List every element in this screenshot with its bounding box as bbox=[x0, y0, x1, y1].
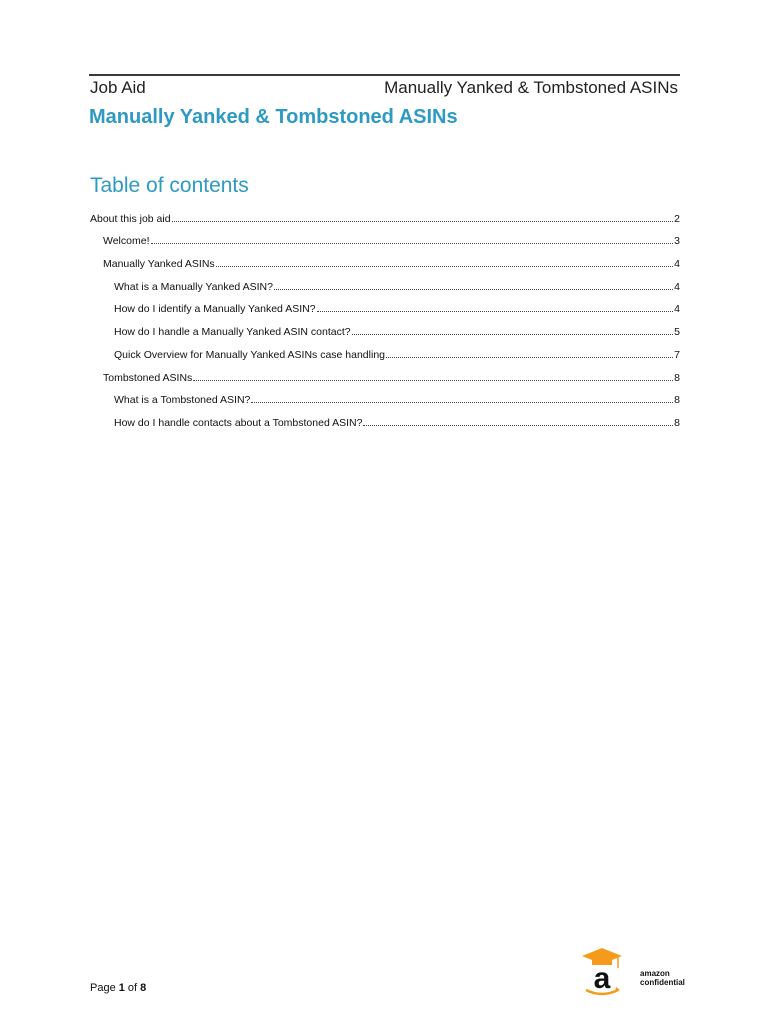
toc-entry-title: What is a Manually Yanked ASIN? bbox=[114, 280, 273, 293]
logo-wordmark: amazon bbox=[640, 969, 670, 978]
toc-entry[interactable] bbox=[90, 408, 680, 431]
toc-dot-leader bbox=[274, 288, 673, 290]
page-label: Page bbox=[90, 982, 119, 994]
toc-entry-title: How do I handle contacts about a Tombstoned ASIN? bbox=[114, 416, 363, 429]
table-of-contents bbox=[90, 204, 680, 431]
toc-entry[interactable] bbox=[90, 295, 680, 318]
toc-dot-leader bbox=[251, 401, 673, 403]
toc-page-number: 8 bbox=[674, 371, 680, 384]
toc-entry[interactable] bbox=[90, 249, 680, 272]
toc-page-number: 7 bbox=[674, 348, 680, 361]
toc-dot-leader bbox=[317, 310, 674, 312]
confidential-label bbox=[640, 969, 685, 987]
toc-dot-leader bbox=[151, 242, 674, 244]
toc-entry-title: Manually Yanked ASINs bbox=[103, 258, 215, 271]
toc-dot-leader bbox=[386, 356, 673, 358]
toc-dot-leader bbox=[193, 379, 673, 381]
current-page-number: 1 bbox=[118, 982, 125, 994]
toc-entry[interactable] bbox=[90, 204, 680, 227]
header-rule bbox=[89, 74, 680, 76]
toc-entry[interactable] bbox=[90, 363, 680, 386]
toc-entry-title: Tombstoned ASINs bbox=[103, 371, 193, 384]
toc-page-number: 4 bbox=[674, 303, 680, 316]
toc-page-number: 3 bbox=[674, 235, 680, 248]
amazon-logo-icon bbox=[580, 946, 624, 998]
toc-entry-title: Quick Overview for Manually Yanked ASINs case handling bbox=[114, 348, 385, 361]
toc-entry-title: How do I identify a Manually Yanked ASIN? bbox=[114, 303, 316, 316]
toc-dot-leader bbox=[172, 220, 674, 222]
toc-entry-title: How do I handle a Manually Yanked ASIN contact? bbox=[114, 326, 351, 339]
toc-page-number: 8 bbox=[674, 416, 680, 429]
toc-dot-leader bbox=[216, 265, 673, 267]
page-number-footer bbox=[90, 982, 146, 994]
toc-heading: Table of contents bbox=[90, 174, 249, 197]
toc-dot-leader bbox=[363, 424, 673, 426]
confidential-text: confidential bbox=[640, 978, 685, 987]
header-document-name: Manually Yanked & Tombstoned ASINs bbox=[384, 78, 678, 97]
toc-page-number: 5 bbox=[674, 326, 680, 339]
toc-entry[interactable] bbox=[90, 340, 680, 363]
toc-entry-title: Welcome! bbox=[103, 235, 150, 248]
toc-entry[interactable] bbox=[90, 227, 680, 250]
header-label: Job Aid bbox=[90, 78, 146, 97]
toc-page-number: 4 bbox=[674, 280, 680, 293]
toc-page-number: 4 bbox=[674, 258, 680, 271]
svg-text:a: a bbox=[593, 962, 611, 995]
toc-page-number: 8 bbox=[674, 394, 680, 407]
toc-entry-title: About this job aid bbox=[90, 212, 171, 225]
toc-entry[interactable] bbox=[90, 272, 680, 295]
toc-entry[interactable] bbox=[90, 317, 680, 340]
toc-page-number: 2 bbox=[674, 212, 680, 225]
page-of-label: of bbox=[124, 982, 141, 994]
total-page-count: 8 bbox=[140, 982, 147, 994]
toc-entry[interactable] bbox=[90, 386, 680, 409]
toc-entry-title: What is a Tombstoned ASIN? bbox=[114, 394, 251, 407]
document-title: Manually Yanked & Tombstoned ASINs bbox=[89, 106, 458, 128]
toc-dot-leader bbox=[352, 333, 674, 335]
